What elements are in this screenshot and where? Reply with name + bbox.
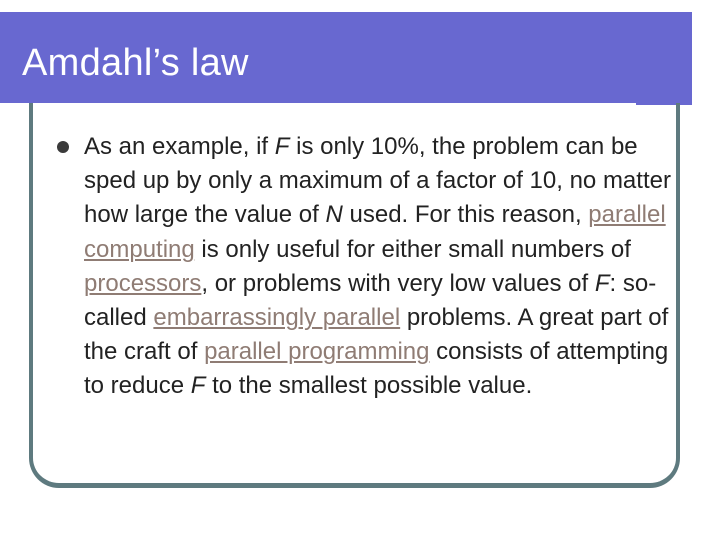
text-segment: is only useful for either small numbers of bbox=[194, 235, 631, 263]
bullet-text bbox=[84, 130, 684, 404]
variable-f: F bbox=[274, 133, 290, 160]
variable-f: F bbox=[594, 269, 610, 297]
text-segment: consists of attempting to reduce bbox=[84, 338, 669, 400]
text-segment: As an example, if bbox=[84, 133, 275, 160]
title-bar bbox=[0, 12, 692, 105]
variable-n: N bbox=[325, 201, 343, 229]
link-processors[interactable]: processors bbox=[84, 269, 202, 297]
slide-title: Amdahl’s law bbox=[22, 42, 249, 84]
text-segment: is only 10%, the problem can be sped up by only a maximum of a factor of 10, no matter how large the value of bbox=[84, 133, 671, 229]
link-embarrassingly-parallel[interactable]: embarrassingly parallel bbox=[153, 304, 401, 332]
text-segment: , or problems with very low values of bbox=[201, 269, 595, 297]
bullet-dot-icon bbox=[57, 141, 69, 153]
variable-f: F bbox=[190, 372, 206, 400]
link-parallel-computing[interactable]: parallel computing bbox=[84, 201, 666, 263]
text-segment: used. For this reason, bbox=[342, 201, 589, 229]
link-parallel-programming[interactable]: parallel programming bbox=[204, 338, 430, 366]
text-segment: problems. A great part of the craft of bbox=[84, 304, 669, 366]
text-segment: to the smallest possible value. bbox=[205, 372, 533, 400]
text-segment: : so-called bbox=[84, 269, 657, 332]
